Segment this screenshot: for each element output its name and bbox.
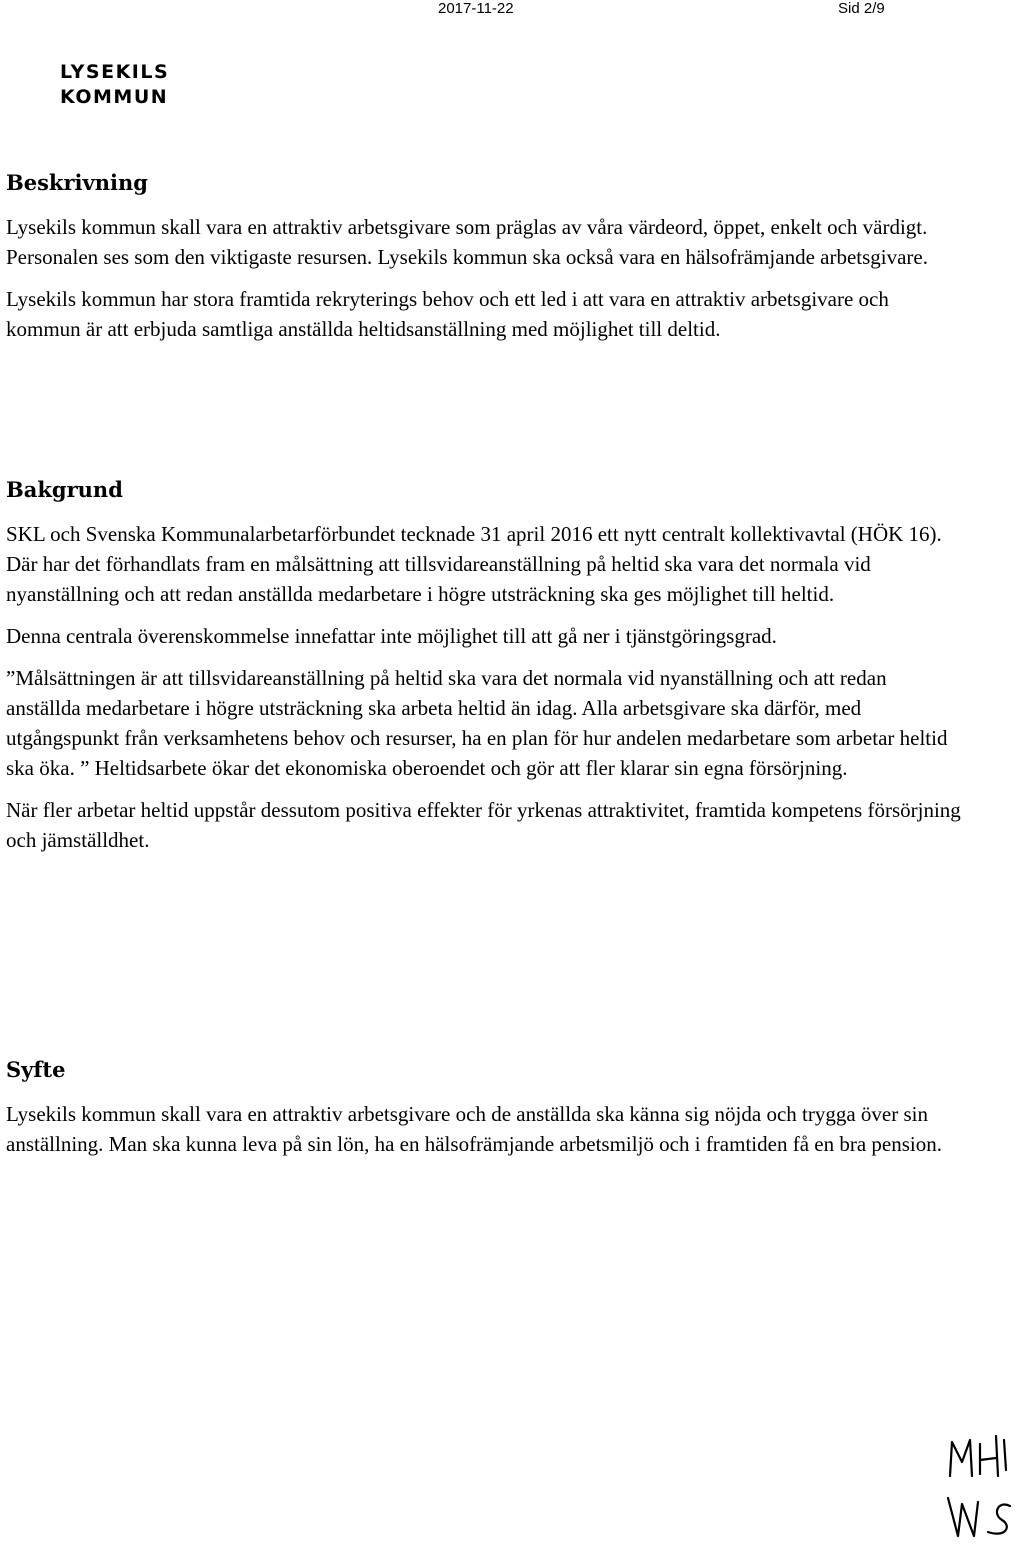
municipality-logo <box>60 60 169 110</box>
paragraph: SKL och Svenska Kommunalarbetarförbundet tecknade 31 april 2016 ett nytt centralt kollektivavtal (HÖK 16). Där har det förhandlats fram en målsättning att tillsvidareanställning på heltid ska vara det normala vid nyanställning och att redan anställda medarbetare i högre utsträckning ska ges möjlighet till heltid. <box>6 522 942 606</box>
paragraph: ”Målsättningen är att tillsvidareanställning på heltid ska vara det normala vid nyanställning och att redan anställda medarbetare i högre utsträckning ska arbeta heltid än idag. Alla arbetsgivare ska därför, med utgångspunkt från verksamhetens behov och resurser, ha en plan för hur andelen medarbetare som arbetar heltid ska öka. ” Heltidsarbete ökar det ekonomiska oberoendet och gör att fler klarar sin egna försörjning. <box>6 666 948 780</box>
document-date: 2017-11-22 <box>438 0 514 17</box>
paragraph: Denna centrala överenskommelse innefattar inte möjlighet till att gå ner i tjänstgöringsgrad. <box>6 624 777 648</box>
handwritten-initials <box>940 1428 1024 1542</box>
logo-line-1: LYSEKILS <box>60 61 170 83</box>
section-heading-syfte: Syfte <box>6 1057 66 1082</box>
paragraph: När fler arbetar heltid uppstår dessutom positiva effekter för yrkenas attraktivitet, framtida kompetens försörjning och jämställdhet. <box>6 798 961 852</box>
section-heading-beskrivning: Beskrivning <box>6 170 148 195</box>
page-number: Sid 2/9 <box>838 0 885 17</box>
logo-line-2: KOMMUN <box>60 86 169 108</box>
signature-icon <box>940 1428 1024 1542</box>
paragraph: Lysekils kommun har stora framtida rekryterings behov och ett led i att vara en attraktiv arbetsgivare och kommun är att erbjuda samtliga anställda heltidsanställning med möjlighet till deltid. <box>6 287 889 341</box>
section-bakgrund <box>6 475 964 867</box>
section-syfte <box>6 1055 964 1171</box>
paragraph: Lysekils kommun skall vara en attraktiv arbetsgivare och de anställda ska känna sig nöjda och trygga över sin anställning. Man ska kunna leva på sin lön, ha en hälsofrämjande arbetsmiljö och i framtiden få en bra pension. <box>6 1102 942 1156</box>
section-heading-bakgrund: Bakgrund <box>6 477 123 502</box>
paragraph: Lysekils kommun skall vara en attraktiv arbetsgivare som präglas av våra värdeord, öppet, enkelt och värdigt. Personalen ses som den viktigaste resursen. Lysekils kommun ska också vara en hälsofrämjande arbetsgivare. <box>6 215 929 269</box>
section-beskrivning <box>6 168 964 356</box>
